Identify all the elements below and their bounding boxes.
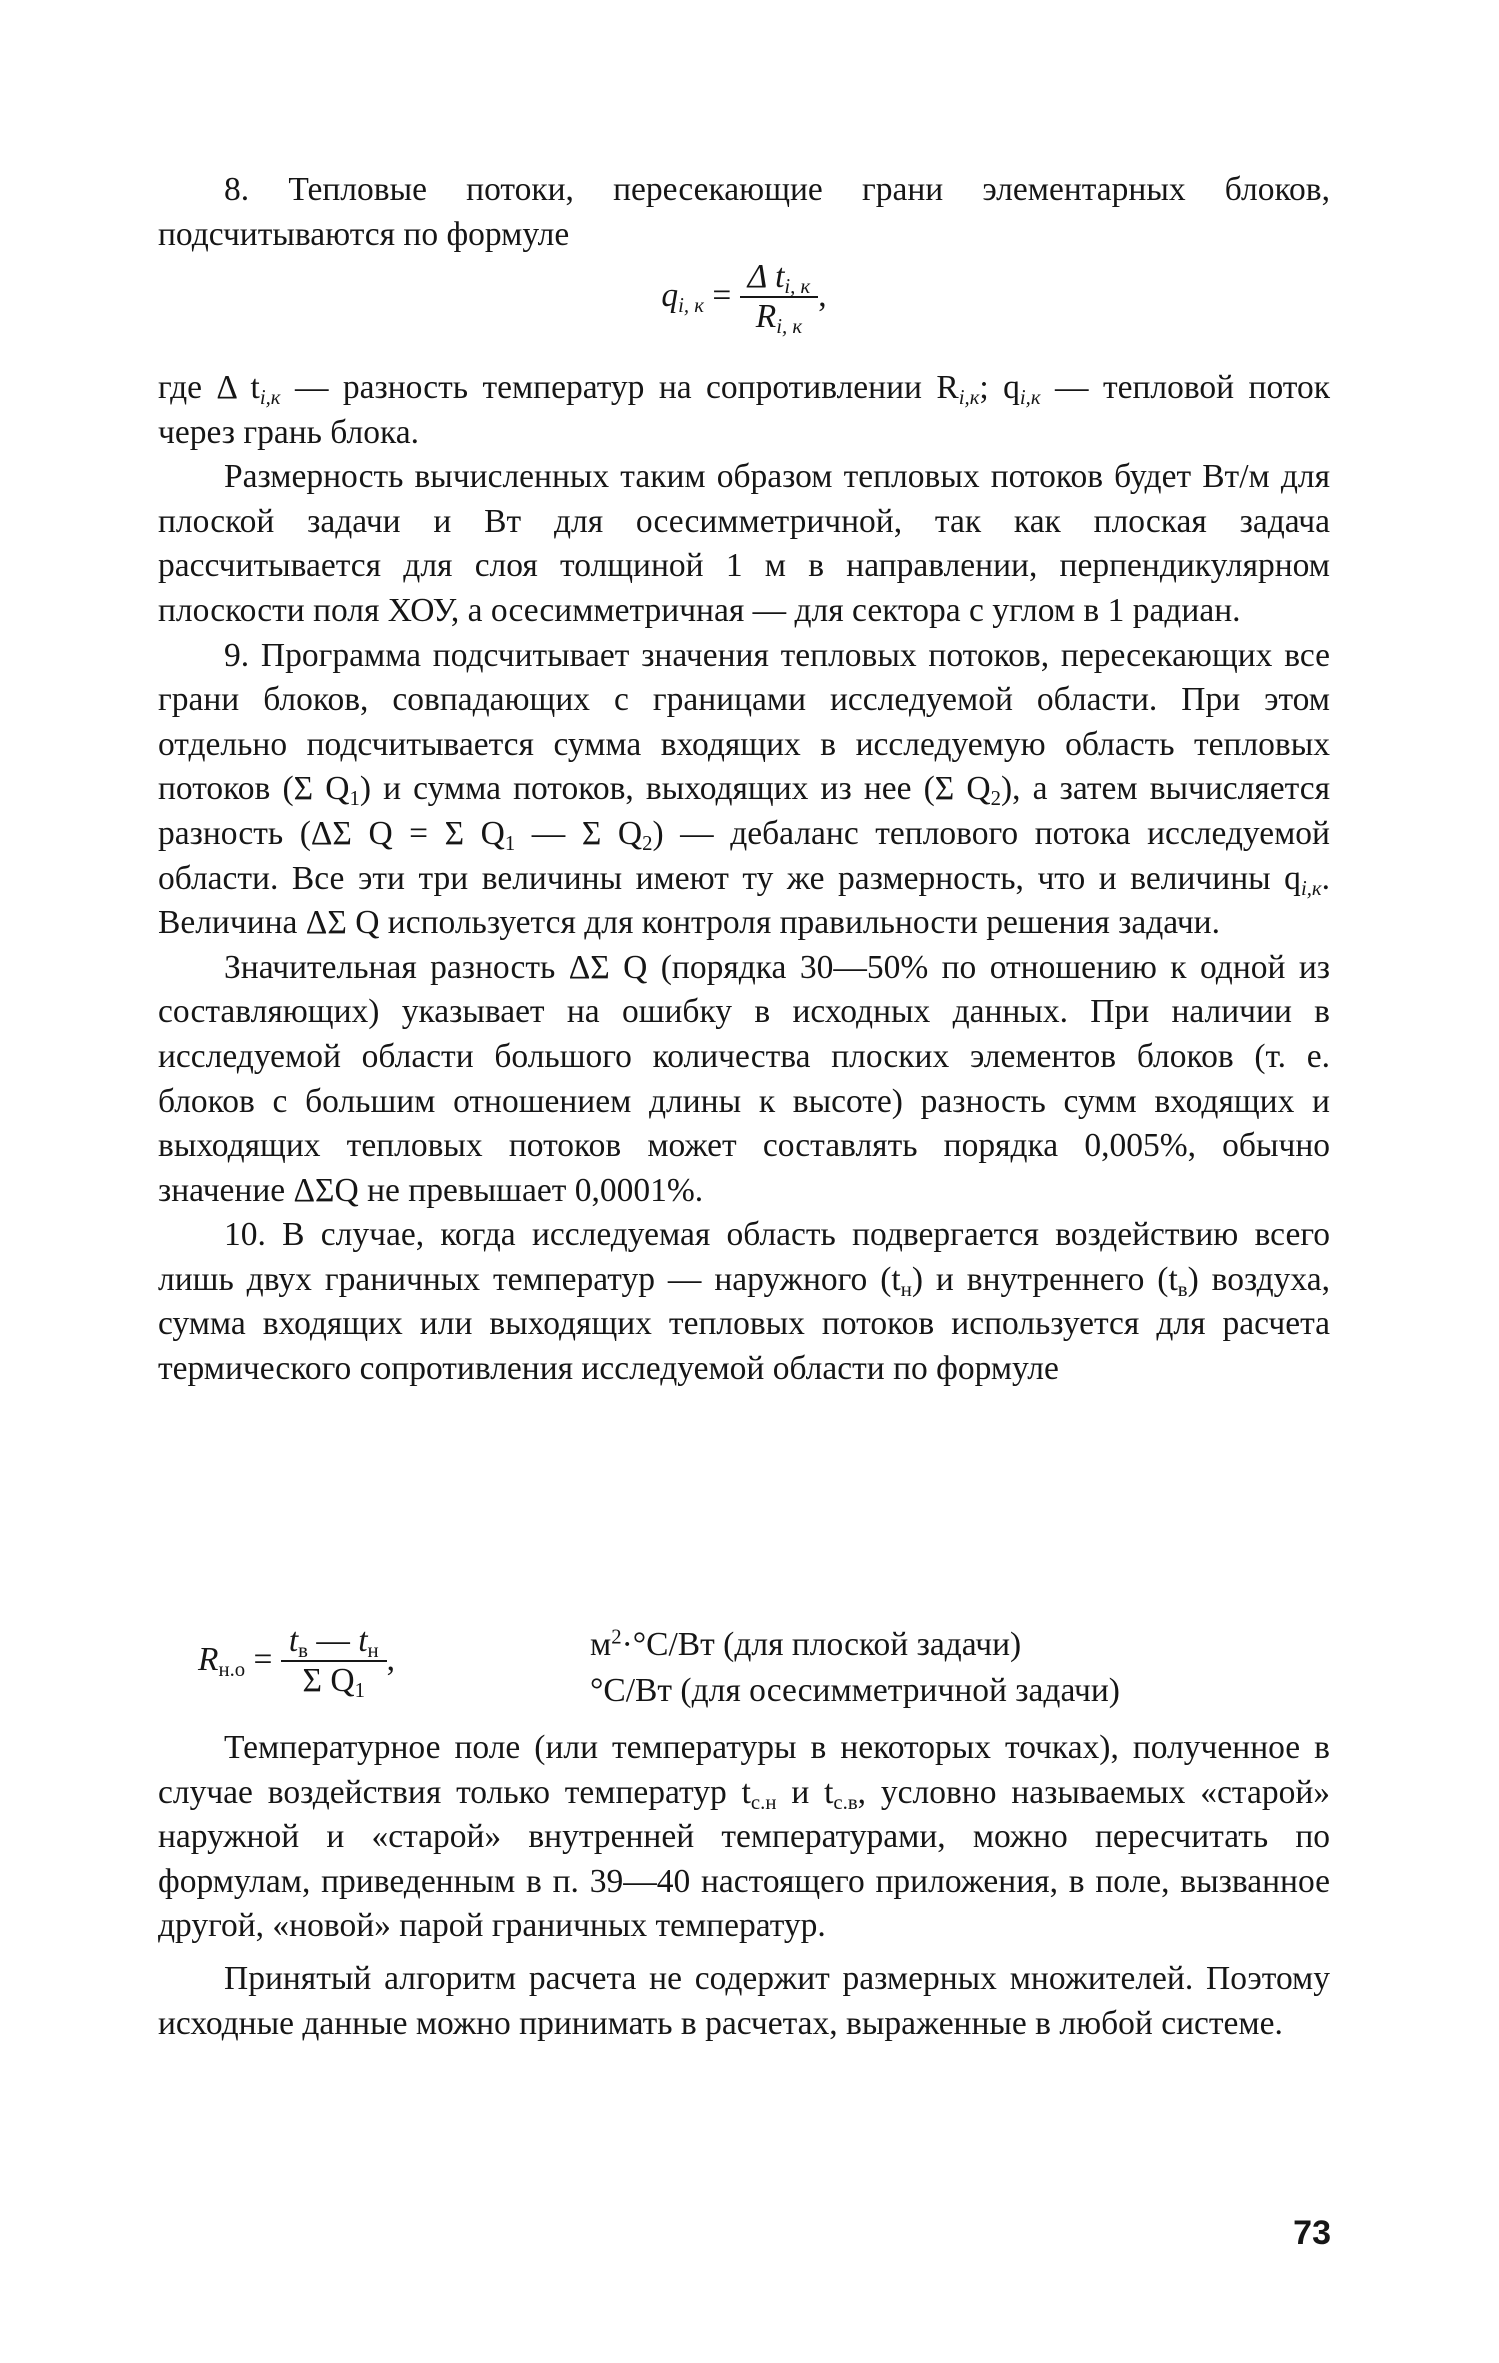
formula-heat-flow-block [158,258,1330,348]
p-field-c: , условно называемых «старой» наружной и «старой» внутренней температурами, можно пересчитать по формулам, приведенным в п. 39—40 настоящего приложения, в поле, вызванное другой, «новой» парой граничных температур. [158,1773,1330,1945]
p8-where-sub1: i,к [259,385,281,409]
formula2-unit-plane [590,1622,1120,1668]
formula2-num-minus: — [307,1622,359,1659]
formula1-eq: = [712,277,732,315]
p9-d-sub: 2 [642,831,653,855]
formula-resistance-block [158,1622,1330,1714]
p9-b-sub: 2 [990,787,1001,811]
p9-f: . Величина ΔΣ Q используется для контроля правильности решения задачи. [158,859,1330,942]
p-field [158,1726,1330,1949]
p10-b-sub: в [1177,1277,1188,1301]
formula1-numerator [740,258,819,298]
page-number: 73 [1293,2214,1331,2252]
formula1-fraction [740,258,819,338]
body-text [158,366,1330,1392]
p9-b: ) и сумма потоков, выходящих из нее (Σ Q [359,770,991,808]
p9-d: — Σ Q [515,814,643,852]
p8-intro: 8. Тепловые потоки, пересекающие грани элементарных блоков, подсчитываются по формуле [158,171,1330,253]
formula2-numerator [281,1622,387,1662]
formula-resistance [158,1622,1330,1712]
formula2-lhs: R [198,1641,219,1679]
p9-c: ), а затем вычисляется разность (ΔΣ Q = Σ Q [158,770,1330,852]
formula1-num-text: Δ t [747,258,785,295]
formula2-expression [198,1622,395,1702]
p9-e: ) — дебаланс теплового потока исследуемой области. Все эти три величины имеют ту же размерность, что и величины q [158,814,1330,897]
p8-where-a: где Δ t [158,369,260,406]
formula2-num-a: t [288,1622,299,1659]
formula2-denominator [281,1662,387,1700]
p-significant: Значительная разность ΔΣ Q (порядка 30—50% по отношению к одной из составляющих) указывает на ошибку в исходных данных. При наличии в исследуемой области большого количества плоских элементов блоков (т. е. блоков с большим отношением длины к высоте) разность сумм входящих и выходящих тепловых потоков может составлять порядка 0,005%, обычно значение ΔΣQ не превышает 0,0001%. [158,948,1330,1209]
p10-c: ) воздуха, сумма входящих или выходящих тепловых потоков используется для расчета термического сопротивления исследуемой области по формуле [158,1260,1330,1388]
formula2-fraction [281,1622,387,1702]
p8-where-b: — разность температур на сопротивлении R [280,369,959,406]
body-text-end [158,1726,1330,2046]
formula2-eq: = [253,1641,273,1679]
p-dimension: Размерность вычисленных таким образом тепловых потоков будет Вт/м для плоской задачи и Вт для осесимметричной, так как плоская задача рассчитывается для слоя толщиной 1 м в направлении, перпендикулярном плоскости поля ХОУ, а осесимметричная — для сектора с углом в 1 радиан. [158,458,1330,629]
formula2-unit1-sup: 2 [611,1625,622,1649]
formula2-den-text: Σ Q [302,1661,355,1699]
p8-where-sub2: i,к [958,385,980,409]
p8-where-d: — тепловой поток через грань блока. [158,369,1330,451]
formula2-unit1-a: м [590,1626,612,1663]
p9 [158,634,1330,946]
formula2-punct: , [386,1641,395,1679]
p-field-a: Температурное поле (или температуры в некоторых точках), полученное в случае воздействия только температур t [158,1729,1330,1811]
p-field-b-sub: с.в [833,1790,858,1814]
formula2-num-a-sub: в [298,1638,308,1662]
formula2-den-sub: 1 [354,1678,365,1702]
formula2-unit-axisym: °С/Вт (для осесимметричной задачи) [590,1672,1120,1709]
p10-b: ) и внутреннего (t [911,1260,1178,1298]
formula1-punct: , [818,277,827,315]
p-field-b: и t [776,1773,834,1811]
formula1-den-text: R [755,297,777,335]
p10-a: 10. В случае, когда исследуемая область подвергается воздействию всего лишь двух граничных температур — наружного (t [158,1216,1330,1298]
formula2-num-b: t [358,1622,368,1659]
p8-where [158,366,1330,455]
p8-where-c: ; q [979,369,1020,406]
formula1-den-sub: i, к [776,314,803,338]
p-field-a-sub: с.н [750,1790,777,1814]
formula2-num-b-sub: н [367,1638,379,1662]
p8-section [158,168,1330,257]
p9-e-sub: i,к [1300,876,1322,900]
p9-a: 9. Программа подсчитывает значения тепловых потоков, пересекающих все грани блоков, совпадающих с границами исследуемой области. При этом отдельно подсчитывается сумма входящих в исследуемую область тепловых потоков (Σ Q [158,636,1330,808]
formula2-lhs-sub: н.о [218,1658,246,1682]
formula1-lhs: q [661,277,679,315]
p-algorithm: Принятый алгоритм расчета не содержит размерных множителей. Поэтому исходные данные можно принимать в расчетах, выраженные в любой системе. [158,1959,1330,2042]
formula-heat-flow [158,258,1330,338]
p10-a-sub: н [900,1277,912,1301]
formula1-denominator [740,298,819,336]
formula2-unit1-b: ·°С/Вт (для плоской задачи) [621,1626,1022,1663]
p9-a-sub: 1 [349,787,360,811]
p9-c-sub: 1 [504,831,516,855]
formula1-lhs-sub: i, к [678,294,704,318]
p8-where-sub3: i,к [1019,385,1041,409]
formula1-num-sub: i, к [784,274,811,298]
p10 [158,1213,1330,1391]
formula2-units [590,1622,1120,1714]
